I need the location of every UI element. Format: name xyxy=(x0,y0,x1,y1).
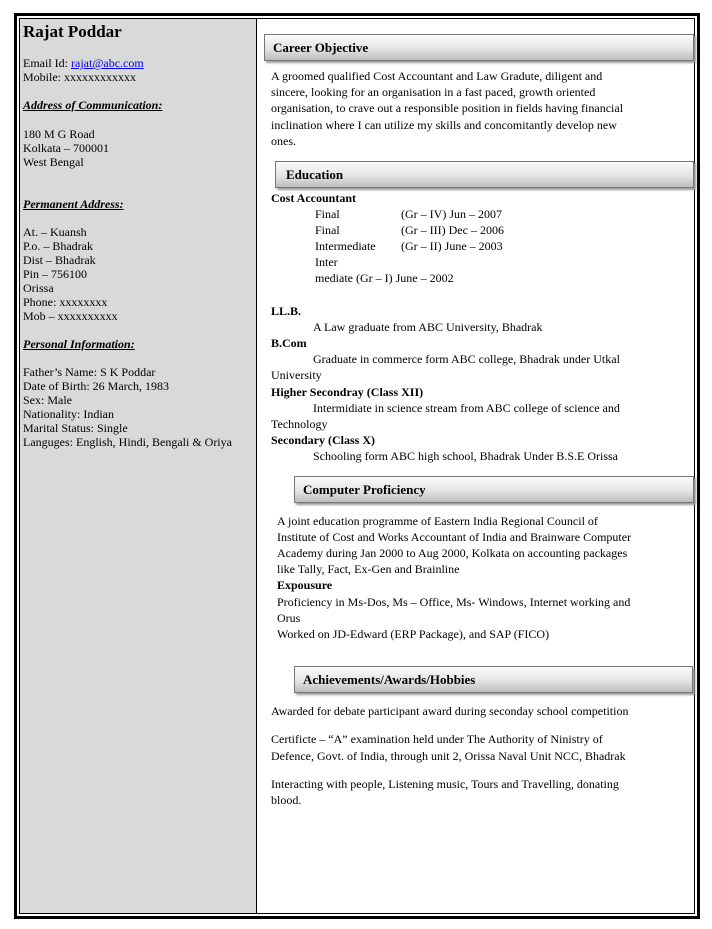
communication-line: Kolkata – 700001 xyxy=(23,141,109,155)
exposure-line: Worked on JD-Edward (ERP Package), and SAP (FICO) xyxy=(277,627,550,641)
hobbies-line: Interacting with people, Listening music, Tours and Travelling, donating xyxy=(271,777,619,791)
secondary-text: Schooling form ABC high school, Bhadrak Under B.S.E Orissa xyxy=(313,449,618,463)
higher-secondary-title: Higher Secondray (Class XII) xyxy=(271,385,424,399)
higher-secondary-text: Technology xyxy=(271,417,328,431)
permanent-heading: Permanent Address: xyxy=(23,197,124,211)
email-line xyxy=(23,56,144,70)
permanent-line: Orissa xyxy=(23,281,54,295)
career-line: ones. xyxy=(271,134,296,148)
bcom-title: B.Com xyxy=(271,336,307,350)
permanent-line: P.o. – Bhadrak xyxy=(23,239,93,253)
email-link[interactable]: rajat@abc.com xyxy=(71,56,144,70)
llb-title: LL.B. xyxy=(271,304,302,318)
cost-row-level: Intermediate xyxy=(315,239,376,253)
inter-line: mediate (Gr – I) June – 2002 xyxy=(315,271,454,285)
computer-line: like Tally, Fact, Ex-Gen and Brainline xyxy=(277,562,460,576)
career-objective-heading: Career Objective xyxy=(264,34,694,61)
exposure-line: Proficiency in Ms-Dos, Ms – Office, Ms- Windows, Internet working and xyxy=(277,595,631,609)
achievement-item: Awarded for debate participant award during seconday school competition xyxy=(271,704,629,718)
achievement-item: Certificte – “A” examination held under The Authority of Ninistry of xyxy=(271,732,603,746)
higher-secondary-text: Intermidiate in science stream from ABC college of science and xyxy=(313,401,620,415)
inter-line: Inter xyxy=(315,255,338,269)
permanent-line: Dist – Bhadrak xyxy=(23,253,96,267)
career-line: A groomed qualified Cost Accountant and Law Gradute, diligent and xyxy=(271,69,603,83)
personal-line: Marital Status: Single xyxy=(23,421,128,435)
email-label: Email Id: xyxy=(23,56,71,70)
computer-line: Academy during Jan 2000 to Aug 2000, Kolkata on accounting packages xyxy=(277,546,628,560)
secondary-title: Secondary (Class X) xyxy=(271,433,375,447)
cost-row-detail: (Gr – II) June – 2003 xyxy=(401,239,503,253)
llb-text: A Law graduate from ABC University, Bhadrak xyxy=(313,320,543,334)
hobbies-line: blood. xyxy=(271,793,302,807)
permanent-line: Pin – 756100 xyxy=(23,267,88,281)
achievement-item: Defence, Govt. of India, through unit 2, Orissa Naval Unit NCC, Bhadrak xyxy=(271,749,626,763)
personal-line: Date of Birth: 26 March, 1983 xyxy=(23,379,169,393)
communication-line: West Bengal xyxy=(23,155,84,169)
permanent-line: Phone: xxxxxxxx xyxy=(23,295,108,309)
communication-heading: Address of Communication: xyxy=(23,98,163,112)
achievements-heading: Achievements/Awards/Hobbies xyxy=(294,666,693,693)
personal-heading: Personal Information: xyxy=(23,337,135,351)
candidate-name: Rajat Poddar xyxy=(23,22,122,41)
bcom-text: Graduate in commerce form ABC college, Bhadrak under Utkal xyxy=(313,352,620,366)
computer-line: A joint education programme of Eastern India Regional Council of xyxy=(277,514,598,528)
permanent-line: At. – Kuansh xyxy=(23,225,87,239)
computer-proficiency-heading: Computer Proficiency xyxy=(294,476,694,503)
career-line: inclination where I can utilize my skills and concomitantly develop new xyxy=(271,118,617,132)
cost-accountant-title: Cost Accountant xyxy=(271,191,357,205)
personal-line: Sex: Male xyxy=(23,393,72,407)
personal-line: Nationality: Indian xyxy=(23,407,114,421)
exposure-line: Orus xyxy=(277,611,301,625)
personal-line: Father’s Name: S K Poddar xyxy=(23,365,156,379)
cost-row-detail: (Gr – III) Dec – 2006 xyxy=(401,223,504,237)
career-line: sincere, looking for an organisation in a fast paced, growth oriented xyxy=(271,85,596,99)
cost-row-level: Final xyxy=(315,223,340,237)
mobile-line: Mobile: xxxxxxxxxxxx xyxy=(23,70,136,84)
career-line: organisation, to crave out a responsible position in fields having financial xyxy=(271,101,624,115)
exposure-title: Expousure xyxy=(277,578,333,592)
bcom-text: University xyxy=(271,368,322,382)
communication-line: 180 M G Road xyxy=(23,127,95,141)
cost-row-detail: (Gr – IV) Jun – 2007 xyxy=(401,207,502,221)
personal-line: Languges: English, Hindi, Bengali & Oriya xyxy=(23,435,232,449)
education-heading: Education xyxy=(275,161,694,188)
cost-row-level: Final xyxy=(315,207,340,221)
permanent-line: Mob – xxxxxxxxxx xyxy=(23,309,118,323)
computer-line: Institute of Cost and Works Accountant of India and Brainware Computer xyxy=(277,530,632,544)
